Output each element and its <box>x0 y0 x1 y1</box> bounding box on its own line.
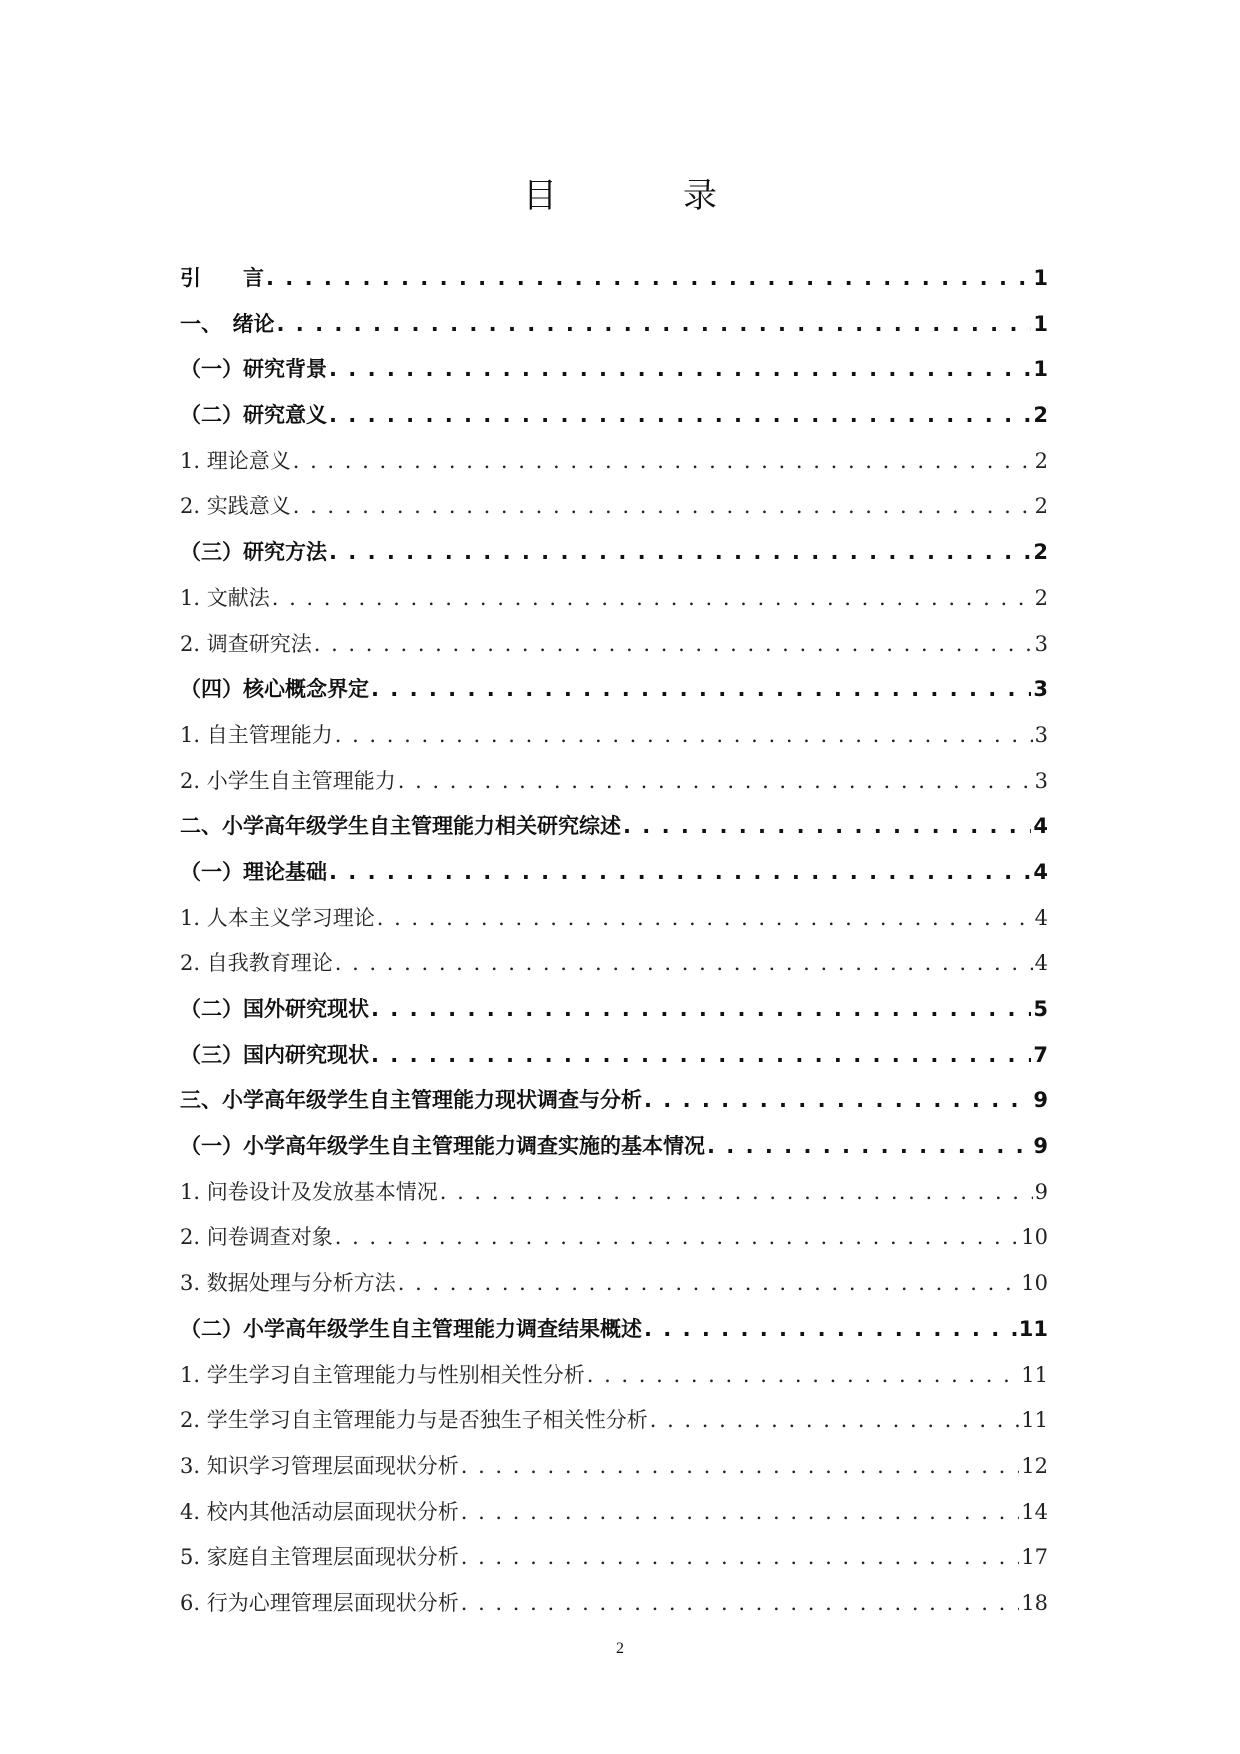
toc-entry[interactable] <box>180 993 1048 1039</box>
toc-entry[interactable] <box>180 308 1048 354</box>
toc-entry-page: 11 <box>1018 1316 1048 1341</box>
toc-entry[interactable] <box>180 1267 1048 1313</box>
toc-entry-page: 7 <box>1033 1042 1048 1067</box>
toc-entry-label: 1. 文献法 <box>180 585 270 610</box>
toc-dot-leader <box>371 1043 1031 1067</box>
toc-dot-leader <box>335 951 1033 975</box>
toc-entry-label: 6. 行为心理管理层面现状分析 <box>180 1590 459 1615</box>
toc-dot-leader <box>377 906 1033 930</box>
toc-entry[interactable] <box>180 490 1048 536</box>
toc-entry-label: 2. 调查研究法 <box>180 631 312 656</box>
toc-dot-leader <box>398 1271 1020 1295</box>
toc-entry-page: 2 <box>1034 448 1048 473</box>
toc-entry-label: 1. 自主管理能力 <box>180 722 333 747</box>
toc-entry-label: （一）理论基础 <box>180 859 327 884</box>
toc-entry[interactable] <box>180 1359 1048 1405</box>
toc-dot-leader <box>707 1134 1031 1158</box>
toc-entry[interactable] <box>180 353 1048 399</box>
toc-entry-label: 2. 问卷调查对象 <box>180 1225 333 1250</box>
toc-dot-leader <box>277 312 1032 336</box>
toc-entry-page: 18 <box>1021 1590 1048 1615</box>
toc-dot-leader <box>329 860 1031 884</box>
toc-entry-page: 4 <box>1034 951 1048 976</box>
toc-dot-leader <box>461 1454 1020 1478</box>
toc-entry-page: 3 <box>1033 677 1048 702</box>
toc-dot-leader <box>293 494 1033 518</box>
toc-entry-page: 9 <box>1034 1179 1048 1204</box>
toc-entry-page: 11 <box>1021 1362 1048 1387</box>
toc-dot-leader <box>329 357 1031 381</box>
toc-entry-page: 1 <box>1033 266 1048 290</box>
toc-dot-leader <box>335 1225 1020 1249</box>
toc-dot-leader <box>440 1180 1033 1204</box>
toc-dot-leader <box>329 403 1031 427</box>
toc-dot-leader <box>371 997 1031 1021</box>
toc-entry[interactable] <box>180 1039 1048 1085</box>
toc-entry[interactable] <box>180 1130 1048 1176</box>
toc-entry-label: 二、小学高年级学生自主管理能力相关研究综述 <box>180 814 621 839</box>
toc-entry[interactable] <box>180 582 1048 628</box>
toc-entry-page: 3 <box>1034 768 1048 793</box>
toc-dot-leader <box>335 723 1033 747</box>
toc-entry-page: 2 <box>1033 403 1048 428</box>
toc-dot-leader <box>314 632 1033 656</box>
toc-entry[interactable] <box>180 947 1048 993</box>
toc-entry[interactable] <box>180 628 1048 674</box>
toc-entry[interactable] <box>180 399 1048 445</box>
toc-entry-page: 14 <box>1021 1499 1048 1524</box>
toc-entry-label: 三、小学高年级学生自主管理能力现状调查与分析 <box>180 1088 642 1113</box>
toc-entry[interactable] <box>180 1313 1048 1359</box>
toc-entry-page: 11 <box>1021 1408 1048 1433</box>
toc-entry[interactable] <box>180 856 1048 902</box>
toc-dot-leader <box>272 586 1033 610</box>
toc-entry-label: 2. 小学生自主管理能力 <box>180 768 396 793</box>
toc-entry-label: 2. 实践意义 <box>180 494 291 519</box>
toc-entry-label: 2. 学生学习自主管理能力与是否独生子相关性分析 <box>180 1408 648 1433</box>
toc-dot-leader <box>293 449 1033 473</box>
toc-entry-page: 12 <box>1021 1453 1048 1478</box>
toc-entry-label: 引 言 <box>180 266 264 290</box>
toc-entry-label: （二）小学高年级学生自主管理能力调查结果概述 <box>180 1316 642 1341</box>
toc-entry-label: 3. 数据处理与分析方法 <box>180 1271 396 1296</box>
toc-dot-leader <box>587 1363 1020 1387</box>
toc-entry[interactable] <box>180 902 1048 948</box>
toc-dot-leader <box>623 814 1031 838</box>
toc-entry-label: 1. 人本主义学习理论 <box>180 905 375 930</box>
toc-entry-label: 5. 家庭自主管理层面现状分析 <box>180 1545 459 1570</box>
toc-dot-leader <box>461 1500 1020 1524</box>
toc-entry-page: 2 <box>1033 540 1048 565</box>
toc-entry[interactable] <box>180 1587 1048 1633</box>
toc-entry-label: 1. 问卷设计及发放基本情况 <box>180 1179 438 1204</box>
toc-entry-page: 17 <box>1021 1545 1048 1570</box>
toc-dot-leader <box>266 266 1031 290</box>
toc-dot-leader <box>461 1591 1020 1615</box>
toc-dot-leader <box>461 1545 1020 1569</box>
toc-dot-leader <box>650 1408 1020 1432</box>
toc-entry-page: 9 <box>1033 1088 1048 1113</box>
toc-entry[interactable] <box>180 536 1048 582</box>
toc-entry-page: 4 <box>1033 814 1048 839</box>
toc-entry-label: （一）小学高年级学生自主管理能力调查实施的基本情况 <box>180 1134 705 1159</box>
toc-entry[interactable] <box>180 1541 1048 1587</box>
toc-entry-label: 1. 理论意义 <box>180 448 291 473</box>
toc-entry-page: 10 <box>1021 1225 1048 1250</box>
toc-dot-leader <box>644 1088 1031 1112</box>
toc-entry-label: （三）研究方法 <box>180 540 327 565</box>
toc-dot-leader <box>398 769 1033 793</box>
toc-entry[interactable] <box>180 1496 1048 1542</box>
table-of-contents <box>180 262 1048 1633</box>
toc-entry-page: 2 <box>1034 494 1048 519</box>
page-title: 目 录 <box>523 176 763 216</box>
toc-entry-label: （四）核心概念界定 <box>180 677 369 702</box>
toc-entry[interactable] <box>180 1176 1048 1222</box>
toc-entry-page: 1 <box>1033 311 1048 336</box>
toc-entry[interactable] <box>180 673 1048 719</box>
toc-entry[interactable] <box>180 765 1048 811</box>
toc-entry-label: 一、 绪论 <box>180 311 275 336</box>
toc-entry-page: 10 <box>1021 1271 1048 1296</box>
toc-entry-label: 2. 自我教育理论 <box>180 951 333 976</box>
toc-entry[interactable] <box>180 1084 1048 1130</box>
toc-entry[interactable] <box>180 719 1048 765</box>
toc-entry-label: （三）国内研究现状 <box>180 1042 369 1067</box>
toc-entry-label: （二）研究意义 <box>180 403 327 428</box>
toc-dot-leader <box>644 1317 1017 1341</box>
toc-entry[interactable] <box>180 1221 1048 1267</box>
toc-entry-label: （一）研究背景 <box>180 357 327 382</box>
toc-entry-label: （二）国外研究现状 <box>180 997 369 1021</box>
toc-dot-leader <box>329 540 1031 564</box>
toc-entry-page: 1 <box>1033 357 1048 382</box>
page-number: 2 <box>616 1640 624 1657</box>
toc-entry-page: 4 <box>1033 859 1048 884</box>
toc-entry-label: 1. 学生学习自主管理能力与性别相关性分析 <box>180 1362 585 1387</box>
toc-entry-page: 3 <box>1034 631 1048 656</box>
toc-entry-page: 5 <box>1033 997 1048 1021</box>
toc-entry[interactable] <box>180 1404 1048 1450</box>
toc-entry[interactable] <box>180 810 1048 856</box>
toc-entry[interactable] <box>180 262 1048 308</box>
toc-entry-label: 3. 知识学习管理层面现状分析 <box>180 1453 459 1478</box>
toc-entry[interactable] <box>180 445 1048 491</box>
toc-entry[interactable] <box>180 1450 1048 1496</box>
toc-entry-page: 3 <box>1034 722 1048 747</box>
toc-dot-leader <box>371 677 1031 701</box>
toc-entry-page: 2 <box>1034 585 1048 610</box>
toc-entry-page: 4 <box>1034 905 1048 930</box>
toc-entry-page: 9 <box>1033 1134 1048 1159</box>
toc-entry-label: 4. 校内其他活动层面现状分析 <box>180 1499 459 1524</box>
